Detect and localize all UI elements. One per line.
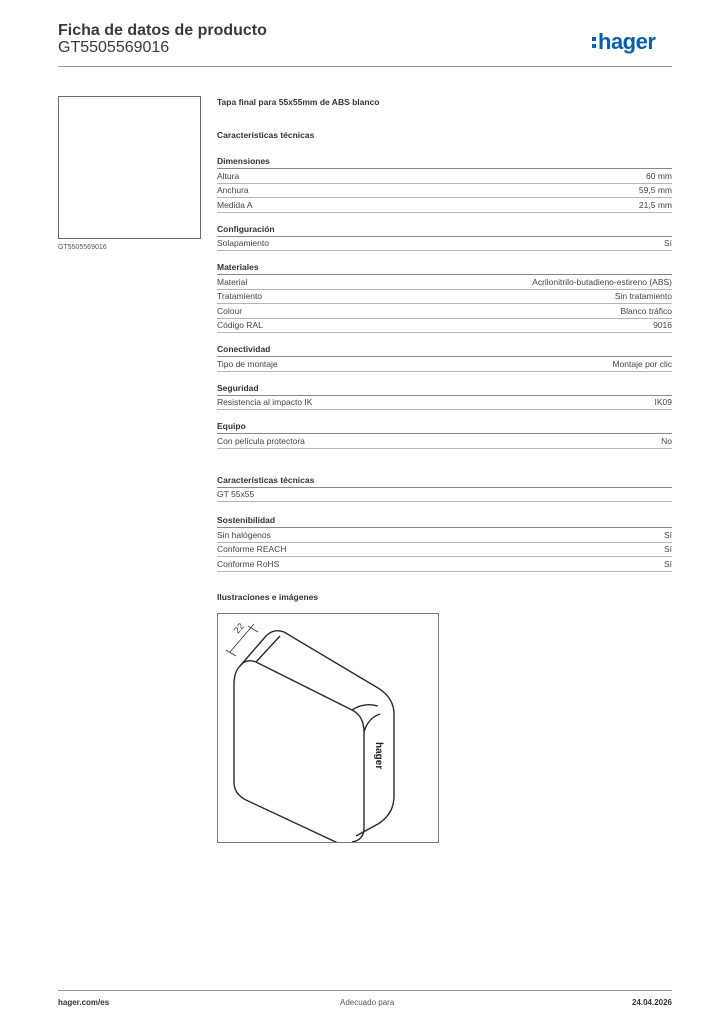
spec-groups — [217, 155, 672, 449]
spec-label: Resistencia al impacto IK — [217, 397, 313, 408]
page-title: Ficha de datos de producto — [58, 22, 267, 39]
spec-value: Sí — [663, 558, 672, 569]
group-rows — [217, 168, 672, 213]
spec-value: Sin tratamiento — [614, 291, 672, 302]
thumbnail-caption: GT5505569016 — [58, 244, 107, 251]
spec-row — [217, 304, 672, 319]
group-rows — [217, 433, 672, 449]
group-rows — [217, 274, 672, 333]
group-title: Conectividad — [217, 344, 271, 354]
spec-group — [217, 343, 672, 372]
spec-group — [217, 223, 672, 252]
group-rows — [217, 356, 672, 372]
spec-value: Blanco tráfico — [620, 305, 672, 316]
sustain-rows — [217, 527, 672, 572]
spec-group — [217, 382, 672, 411]
end-cap-drawing — [218, 614, 438, 842]
spec-row — [217, 357, 672, 372]
spec-label: Solapamiento — [217, 238, 269, 249]
spec-label: Tratamiento — [217, 291, 263, 302]
spec-value: Montaje por clic — [612, 358, 672, 369]
spec-row — [217, 543, 672, 558]
spec-value: Sí — [663, 238, 672, 249]
group-rows — [217, 236, 672, 252]
product-code: GT5505569016 — [58, 39, 170, 56]
footer-date: 24.04.2026 — [631, 998, 672, 1007]
spec-row — [217, 198, 672, 213]
spec-row — [217, 169, 672, 184]
spec-label: Con película protectora — [217, 435, 305, 446]
spec-label: Anchura — [217, 185, 249, 196]
footer-divider — [58, 990, 672, 991]
spec-label: Medida A — [217, 199, 253, 210]
spec-label: Colour — [217, 305, 243, 316]
spec-row — [217, 557, 672, 572]
spec-row — [217, 488, 672, 503]
group-title: Equipo — [217, 421, 246, 431]
spec-label: Altura — [217, 170, 240, 181]
spec-group — [217, 155, 672, 213]
footer-website: hager.com/es — [58, 998, 110, 1007]
dimension-label: 22 — [231, 621, 246, 636]
spec-value: Sí — [663, 544, 672, 555]
spec-row — [217, 528, 672, 543]
spec-group — [217, 261, 672, 333]
spec-content — [217, 97, 672, 602]
spec-row — [217, 396, 672, 411]
product-illustration — [217, 613, 439, 843]
spec-label: Conforme RoHS — [217, 558, 280, 569]
spec-label: Material — [217, 276, 248, 287]
spec-label: Conforme REACH — [217, 544, 287, 555]
spec-value: 9016 — [653, 320, 672, 331]
spec-label: Código RAL — [217, 320, 263, 331]
spec-row — [217, 275, 672, 290]
group-title: Seguridad — [217, 382, 259, 393]
group-title: Materiales — [217, 262, 259, 272]
group-rows — [217, 395, 672, 411]
spec-row — [217, 237, 672, 252]
footer-suitable: Adecuado para — [340, 998, 395, 1007]
logo-dots-icon — [592, 35, 596, 49]
spec-row — [217, 184, 672, 199]
spec-value: 59,5 mm — [638, 185, 672, 196]
product-logo: hager — [373, 742, 384, 770]
illustrations-title: Ilustraciones e imágenes — [217, 591, 319, 602]
spec-value: No — [661, 435, 672, 446]
group-title: Configuración — [217, 223, 275, 234]
hager-logo — [592, 28, 655, 56]
product-description: Tapa final para 55x55mm de ABS blanco — [217, 97, 380, 107]
logo-text: hager — [598, 29, 656, 54]
spec-label: GT 55x55 — [217, 489, 255, 500]
spec-label: Tipo de montaje — [217, 358, 278, 369]
tech-2-rows — [217, 487, 672, 503]
tech-heading-2: Características técnicas — [217, 474, 315, 485]
spec-value: 60 mm — [646, 170, 672, 181]
group-title: Dimensiones — [217, 156, 270, 166]
spec-row — [217, 290, 672, 305]
spec-row — [217, 434, 672, 449]
tech-heading: Características técnicas — [217, 130, 315, 140]
spec-value: Sí — [663, 529, 672, 540]
spec-group — [217, 420, 672, 449]
sustain-title: Sostenibilidad — [217, 515, 276, 525]
spec-row — [217, 319, 672, 334]
spec-value: Acrilonitrilo-butadieno-estireno (ABS) — [532, 276, 672, 287]
spec-value: 21,5 mm — [638, 199, 672, 210]
product-thumbnail — [58, 96, 201, 239]
spec-value: IK09 — [654, 397, 672, 408]
spec-label: Sin halógenos — [217, 529, 271, 540]
header-divider — [58, 66, 672, 67]
